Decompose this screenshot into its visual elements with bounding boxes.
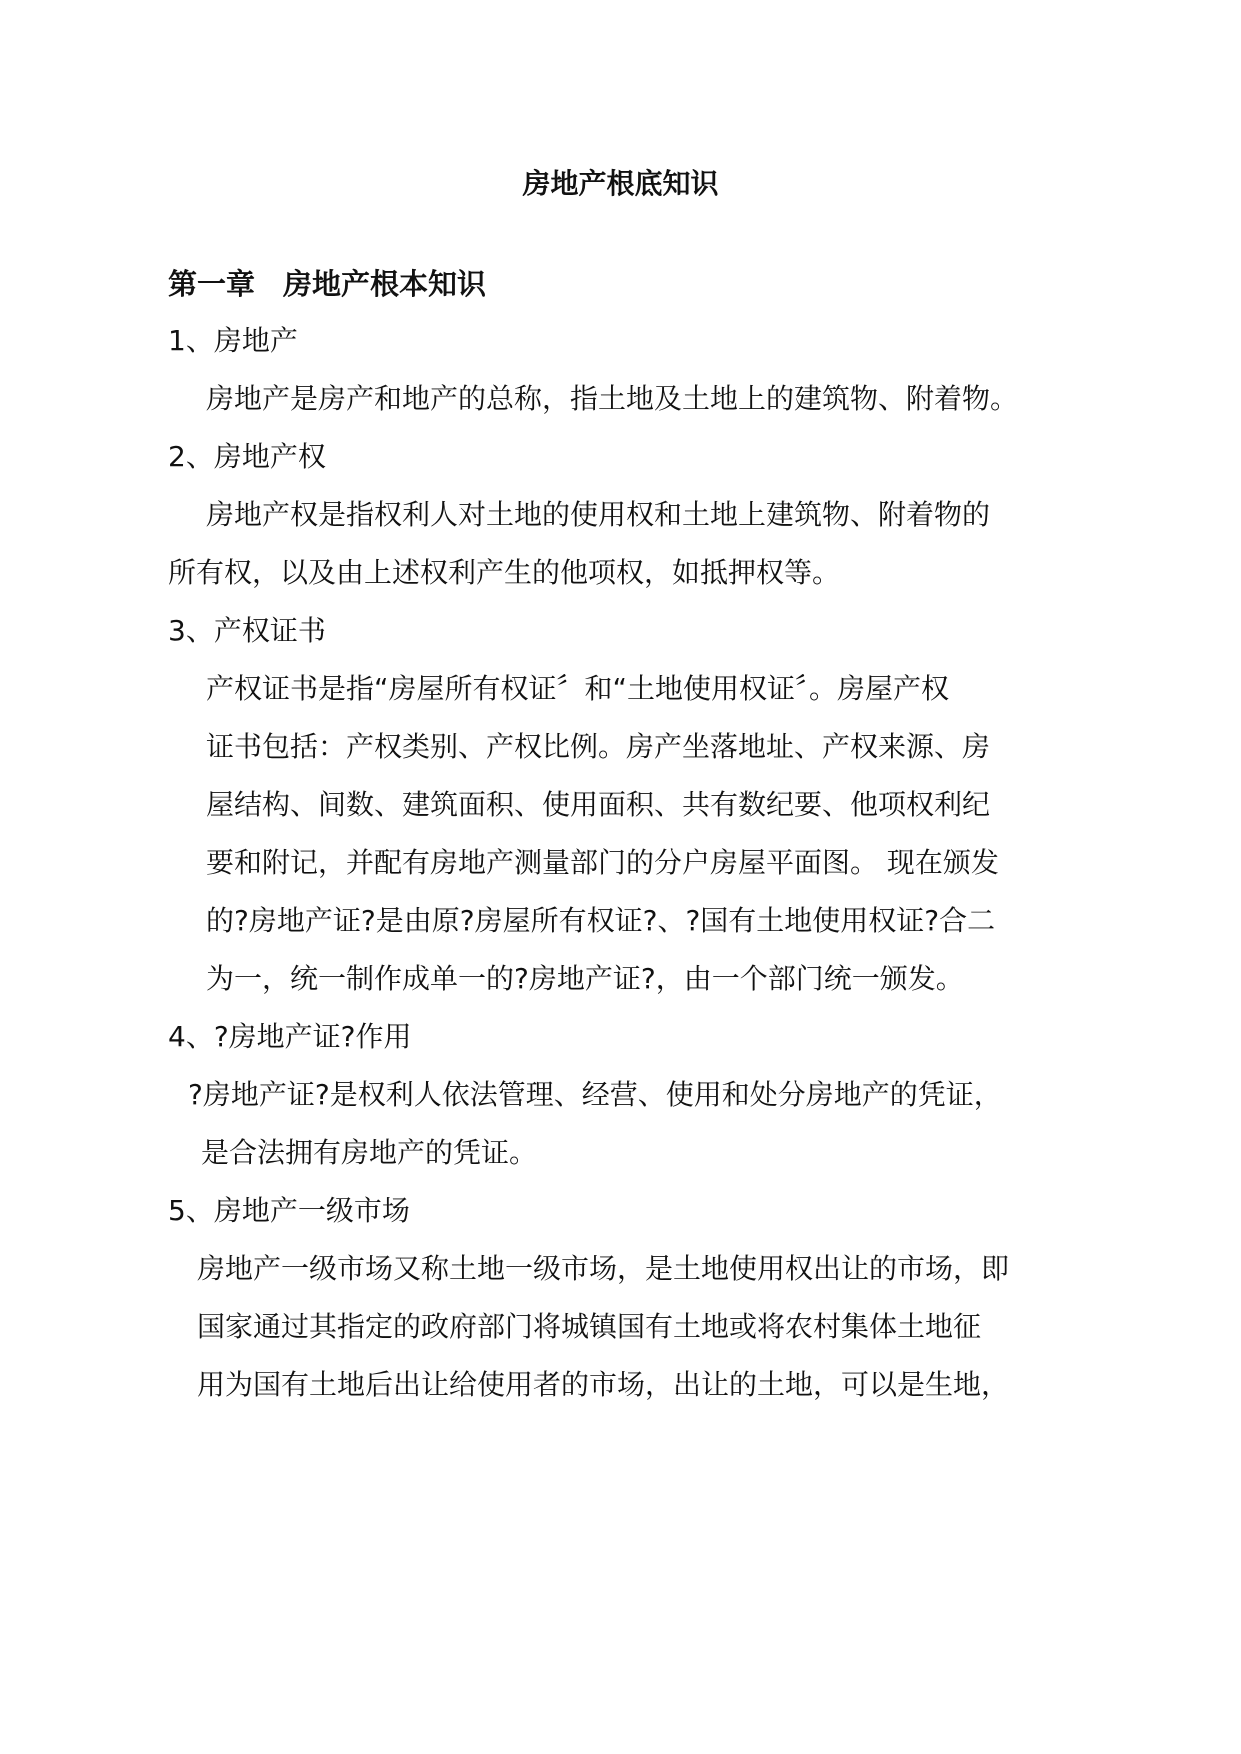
paragraph-line: 的?房地产证?是由原?房屋所有权证?、?国有土地使用权证?合二 [206, 904, 996, 937]
chapter-number: 第一章 [168, 267, 256, 301]
paragraph-line: ?房地产证?是权利人依法管理、经营、使用和处分房地产的凭证， [188, 1078, 1002, 1111]
paragraph-line: 房地产是房产和地产的总称，指土地及土地上的建筑物、附着物。 [206, 382, 1019, 415]
section-heading-5: 5、房地产一级市场 [168, 1194, 410, 1227]
paragraph-line: 用为国有土地后出让给使用者的市场，出让的土地，可以是生地， [197, 1368, 1010, 1401]
paragraph-line: 屋结构、间数、建筑面积、使用面积、共有数纪要、他项权利纪 [206, 788, 991, 821]
paragraph-line: 所有权，以及由上述权利产生的他项权，如抵押权等。 [168, 556, 841, 589]
paragraph-line: 要和附记，并配有房地产测量部门的分户房屋平面图。 现在颁发 [206, 846, 999, 879]
section-heading-1: 1、房地产 [168, 324, 298, 357]
paragraph-line: 房地产一级市场又称土地一级市场，是土地使用权出让的市场，即 [197, 1252, 1010, 1285]
chapter-name: 房地产根本知识 [283, 267, 487, 301]
paragraph-line: 产权证书是指“房屋所有权证〞和“土地使用权证〞。房屋产权 [206, 672, 950, 705]
paragraph-line: 国家通过其指定的政府部门将城镇国有土地或将农村集体土地征 [197, 1310, 982, 1343]
paragraph-line: 证书包括：产权类别、产权比例。房产坐落地址、产权来源、房 [206, 730, 991, 763]
section-heading-4: 4、?房地产证?作用 [168, 1020, 412, 1053]
section-heading-2: 2、房地产权 [168, 440, 326, 473]
document-title: 房地产根底知识 [522, 167, 719, 200]
paragraph-line: 为一，统一制作成单一的?房地产证?，由一个部门统一颁发。 [206, 962, 964, 995]
section-heading-3: 3、产权证书 [168, 614, 326, 647]
paragraph-line: 是合法拥有房地产的凭证。 [201, 1136, 538, 1169]
chapter-heading [168, 264, 486, 304]
paragraph-line: 房地产权是指权利人对土地的使用权和土地上建筑物、附着物的 [206, 498, 991, 531]
